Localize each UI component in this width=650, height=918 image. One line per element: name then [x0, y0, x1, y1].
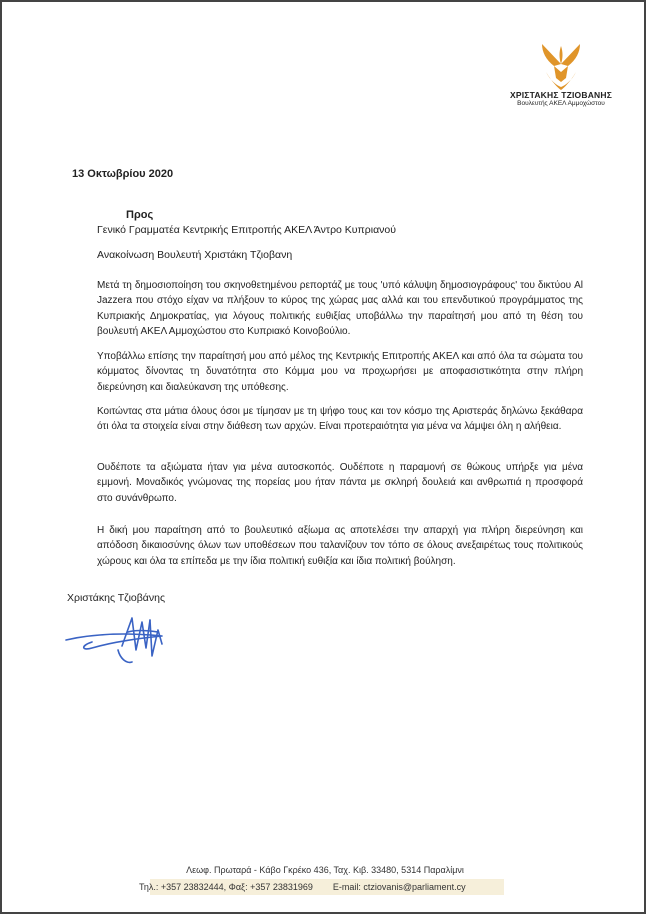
- footer-contact: Τηλ.: +357 23832444, Φαξ: +357 23831969 E-mail: ctziovanis@parliament.cy: [139, 882, 466, 892]
- recipient-label: Προς: [126, 209, 154, 221]
- mp-role: Βουλευτής ΑΚΕΛ Αμμοχώστου: [517, 100, 605, 107]
- cyprus-emblem-icon: [532, 38, 590, 92]
- mp-name: ΧΡΙΣΤΑΚΗΣ ΤΖΙΟΒΑΝΗΣ: [509, 90, 613, 100]
- footer-address: Λεωφ. Πρωταρά - Κάβο Γκρέκο 436, Ταχ. Κιβ. 33480, 5314 Παραλίμνι: [186, 865, 464, 875]
- letter-date: 13 Οκτωβρίου 2020: [72, 168, 174, 180]
- paragraph: Μετά τη δημοσιοποίηση του σκηνοθετημένου ρεπορτάζ με τους 'υπό κάλυψη δημοσιογράφους' του δικτύου Al Jazzera που στόχο είχαν να πλήξουν το κύρος της χώρας μας αλλά και του επενδυτικού προγράμματος της Κυπριακής Δημοκρατίας, για λόγους πολιτικής ευθιξίας υποβάλλω την παραίτησή μου από τη θέση του βουλευτή ΑΚΕΛ Αμμοχώστου στο Κυπριακό Κοινοβούλιο.: [97, 280, 583, 337]
- signoff-name: Χριστάκης Τζιοβάνης: [67, 592, 166, 604]
- paragraph: Κοιτώντας στα μάτια όλους όσοι με τίμησαν με τη ψήφο τους και τον κόσμο της Αριστεράς δηλώνω ξεκάθαρα ότι όλα τα στοιχεία είναι στην διάθεση των αρχών. Είναι προτεραιότητα για μένα να λάμψει όλη η αλήθεια.: [97, 406, 583, 433]
- handwritten-signature: [62, 600, 182, 672]
- letter-subject: Ανακοίνωση Βουλευτή Χριστάκη Τζιοβανη: [97, 249, 293, 261]
- paragraph: Υποβάλλω επίσης την παραίτησή μου από μέλος της Κεντρικής Επιτροπής ΑΚΕΛ και από όλα τα σώματα του κόμματος δίνοντας τη δυνατότητα στο Κόμμα μου να προχωρήσει με αποφασιστικότητα στην πλήρη διερεύνηση και διαλεύκανση της υπόθεσης.: [97, 351, 583, 393]
- recipient-line: Γενικό Γραμματέα Κεντρικής Επιτροπής ΑΚΕΛ Άντρο Κυπριανού: [97, 224, 396, 236]
- paragraph: Η δική μου παραίτηση από το βουλευτικό αξίωμα ας αποτελέσει την απαρχή για πλήρη διερεύνηση και απόδοση δικαιοσύνης όλων των υποθέσεων που ταλανίζουν τον τόπο σε όλους ανεξαιρέτως τους πολιτικούς χώρους και όλα τα επίπεδα με την ίδια πολιτική ευθιξία και ίδια πολιτική βούληση.: [97, 525, 583, 567]
- paragraph: Ουδέποτε τα αξιώματα ήταν για μένα αυτοσκοπός. Ουδέποτε η παραμονή σε θώκους υπήρξε για μένα εμμονή. Μοναδικός γνώμονας της πορείας μου ήταν πάντα με σκληρή δουλειά και ανθρωπιά η προσφορά στο συνάνθρωπο.: [97, 462, 583, 504]
